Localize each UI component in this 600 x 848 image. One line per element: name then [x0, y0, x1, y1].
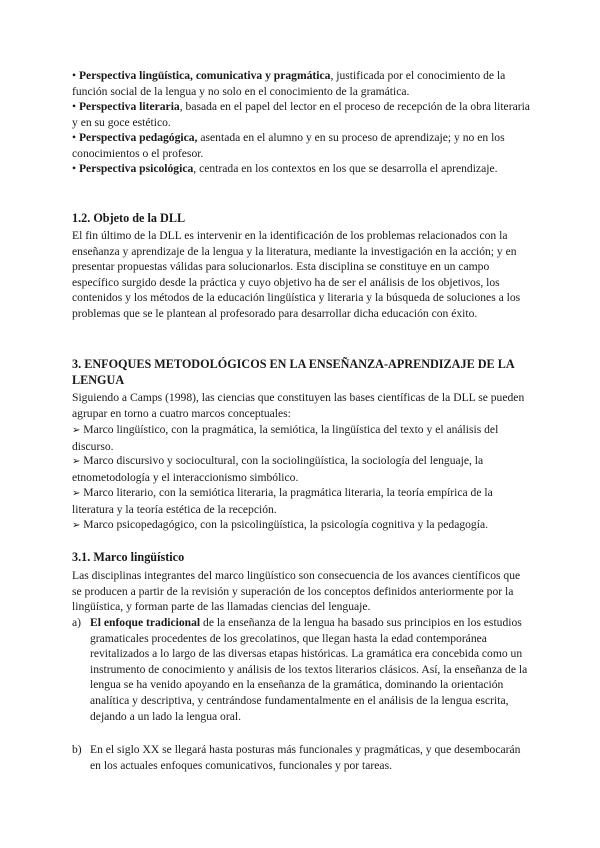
arrow-bullet-icon: ➢ [72, 456, 81, 467]
perspective-text: , justificada por el conocimiento de la función social de la lengua y no solo en el conocimiento de la gramática. [72, 69, 506, 98]
framework-text: Marco psicopedagógico, con la psicolingüística, la psicología cognitiva y la pedagogía. [83, 518, 488, 531]
framework-item [72, 422, 532, 454]
perspective-text: , centrada en los contextos en los que se desarrolla el aprendizaje. [193, 162, 498, 175]
perspective-term: Perspectiva psicológica [78, 162, 194, 175]
framework-text: Marco literario, con la semiótica literaria, la pragmática literaria, la teoría empírica de la literatura y la teoría estética de la recepción. [72, 486, 493, 516]
section-heading: 3. ENFOQUES METODOLÓGICOS EN LA ENSEÑANZA-APRENDIZAJE DE LA LENGUA [72, 357, 514, 387]
framework-item [72, 485, 532, 517]
framework-item [72, 453, 532, 485]
arrow-bullet-icon: ➢ [72, 488, 81, 499]
item-letter: b) [72, 743, 82, 756]
perspective-term: Perspectiva pedagógica, [78, 131, 198, 144]
bullet: • [72, 69, 77, 82]
framework-text: Marco lingüístico, con la pragmática, la semiótica, la lingüística del texto y el análisis del discurso. [72, 423, 499, 453]
perspective-item [72, 68, 532, 99]
lettered-item [72, 615, 530, 724]
lettered-item [72, 742, 530, 773]
section-intro: Siguiendo a Camps (1998), las ciencias que constituyen las bases científicas de la DLL se pueden agrupar en torno a cuatro marcos conceptuales: [72, 391, 525, 420]
item-text: de la enseñanza de la lengua ha basado sus principios en los estudios gramaticales procedentes de los grecolatinos, que llegan hasta la edad contemporánea revitalizados a lo largo de las diversas etapas históricas. La gramática era concebida como un instrumento de conocimiento y análisis de los textos literarios clásicos. Así, la enseñanza de la lengua se ha venido apoyando en la enseñanza de la gramática, dominando la orientación analítica y descriptiva, y centrándose fundamentalmente en el análisis de la lengua escrita, dejando a un lado la lengua oral. [90, 616, 528, 723]
arrow-bullet-icon: ➢ [72, 520, 81, 531]
framework-item [72, 517, 532, 534]
perspective-term: Perspectiva literaria [78, 100, 180, 113]
item-letter: a) [72, 616, 82, 629]
perspective-term: Perspectiva lingüística, comunicativa y pragmática [78, 69, 331, 82]
bullet: • [72, 100, 77, 113]
bullet: • [72, 162, 77, 175]
perspective-text: asentada en el alumno y en su proceso de aprendizaje; y no en los conocimientos o el profesor. [72, 131, 505, 160]
section-body: El fin último de la DLL es intervenir en la identificación de los problemas relacionados con la enseñanza y aprendizaje de la lengua y la literatura, mediante la investigación en la acción; y en presentar propuestas válidas para solucionarlos. Esta disciplina se constituye en un campo específico surgido desde la práctica y cuyo objetivo ha de ser el análisis de los objetivos, los contenidos y los métodos de la educación lingüística y literaria y la búsqueda de soluciones a los problemas que se le plantean al profesorado para desarrollar dicha educación con éxito. [72, 229, 521, 320]
arrow-bullet-icon: ➢ [72, 425, 81, 436]
section-heading: 3.1. Marco lingüístico [72, 550, 185, 564]
perspective-text: , basada en el papel del lector en el proceso de recepción de la obra literaria y en su goce estético. [72, 100, 530, 129]
perspective-item [72, 161, 532, 177]
section-heading: 1.2. Objeto de la DLL [72, 211, 186, 225]
item-text: En el siglo XX se llegará hasta posturas más funcionales y pragmáticas, y que desembocarán en los actuales enfoques comunicativos, funcionales y por tareas. [90, 743, 521, 772]
section-body: Las disciplinas integrantes del marco lingüístico son consecuencia de los avances científicos que se producen a partir de la revisión y superación de los conceptos definidos anteriormente por la lingüística, y forman parte de las llamadas ciencias del lenguaje. [72, 569, 521, 614]
bullet: • [72, 131, 77, 144]
perspective-item [72, 99, 532, 130]
perspective-item [72, 130, 532, 161]
item-term: El enfoque tradicional [90, 616, 201, 629]
framework-text: Marco discursivo y sociocultural, con la sociolingüística, la sociología del lenguaje, la etnometodología y el interaccionismo simbólico. [72, 454, 484, 484]
